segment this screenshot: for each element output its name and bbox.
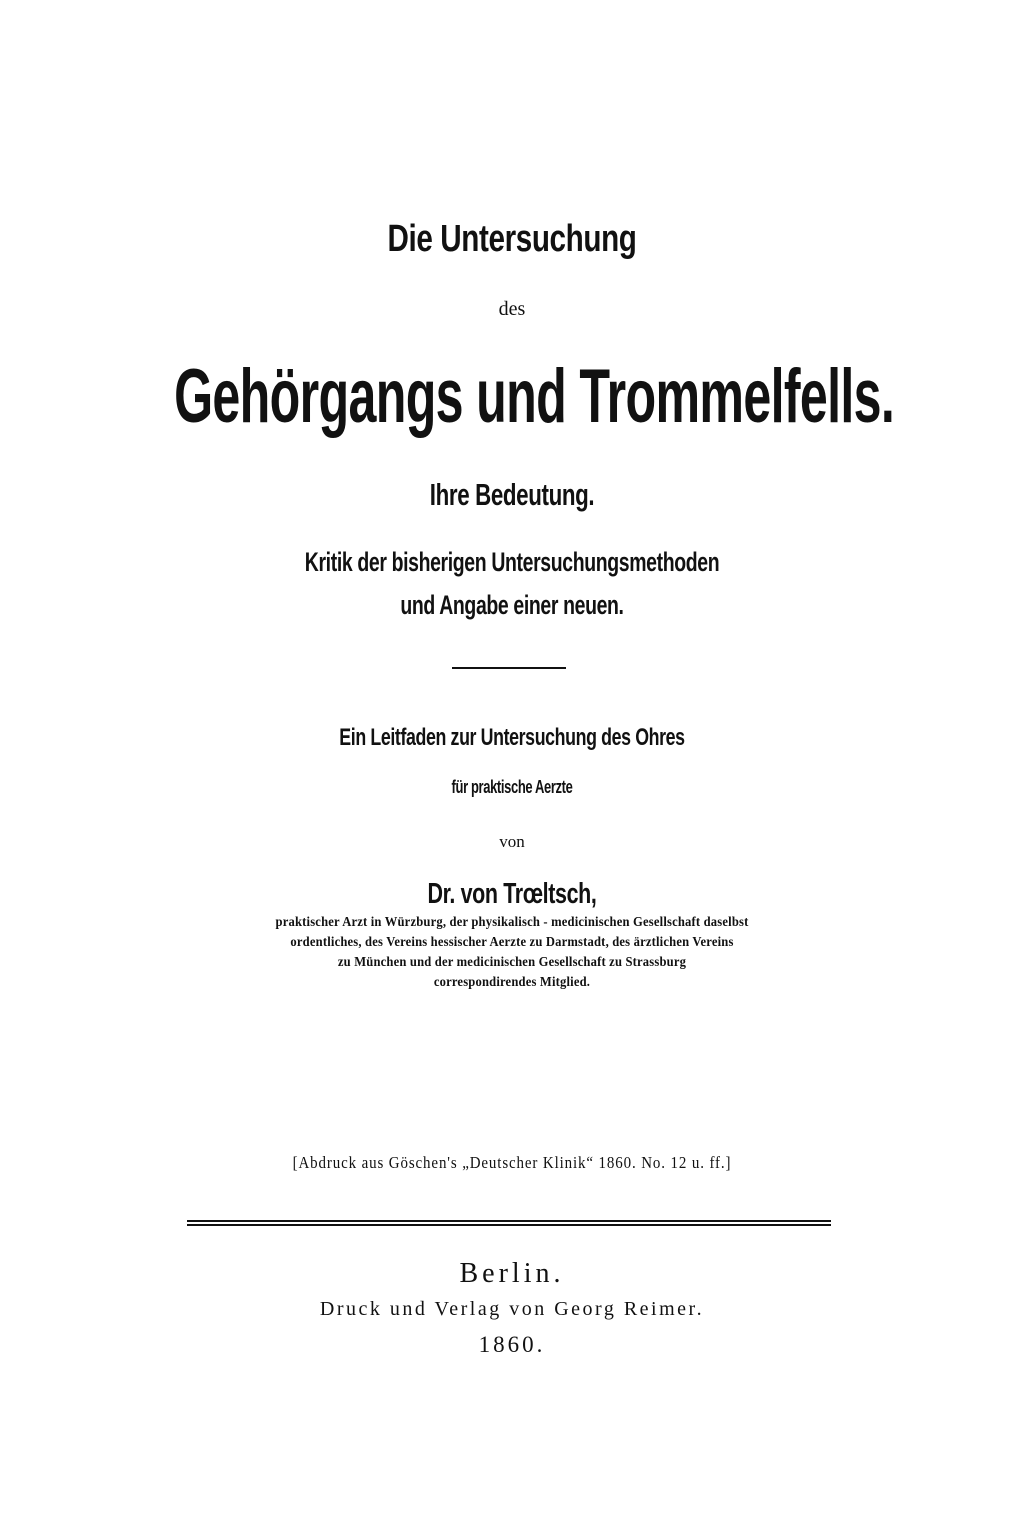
author-affiliation-line: ordentliches, des Vereins hessischer Aerzte zu Darmstadt, des ärztlichen Vereins [290,935,734,950]
audience-line: für praktische Aerzte [451,777,573,797]
author-name: Dr. von Trœltsch, [427,878,597,910]
subtitle-line-3: und Angabe einer neuen. [400,590,624,620]
imprint-publisher: Druck und Verlag von Georg Reimer. [319,1298,705,1320]
author-affiliation-line: correspondirendes Mitglied. [433,975,591,990]
double-divider [187,1220,831,1226]
author-affiliation-line: zu München und der medicinischen Gesellschaft zu Strassburg [337,955,687,970]
guide-line: Ein Leitfaden zur Untersuchung des Ohres [339,724,685,751]
short-divider [452,667,566,669]
subtitle-line-1: Ihre Bedeutung. [429,477,595,512]
reprint-note: [Abdruck aus Göschen's „Deutscher Klinik“ 1860. No. 12 u. ff.] [292,1153,732,1172]
author-by: von [499,832,525,851]
title-connector: des [498,298,526,320]
subtitle-line-2: Kritik der bisherigen Untersuchungsmethoden [304,547,720,577]
main-title: Gehörgangs und Trommelfells. [174,354,895,439]
title-line-1: Die Untersuchung [387,218,637,260]
imprint-city: Berlin. [459,1258,565,1289]
author-affiliation-line: praktischer Arzt in Würzburg, der physikalisch - medicinischen Gesellschaft daselbst [275,915,749,930]
imprint-year: 1860. [478,1332,546,1357]
